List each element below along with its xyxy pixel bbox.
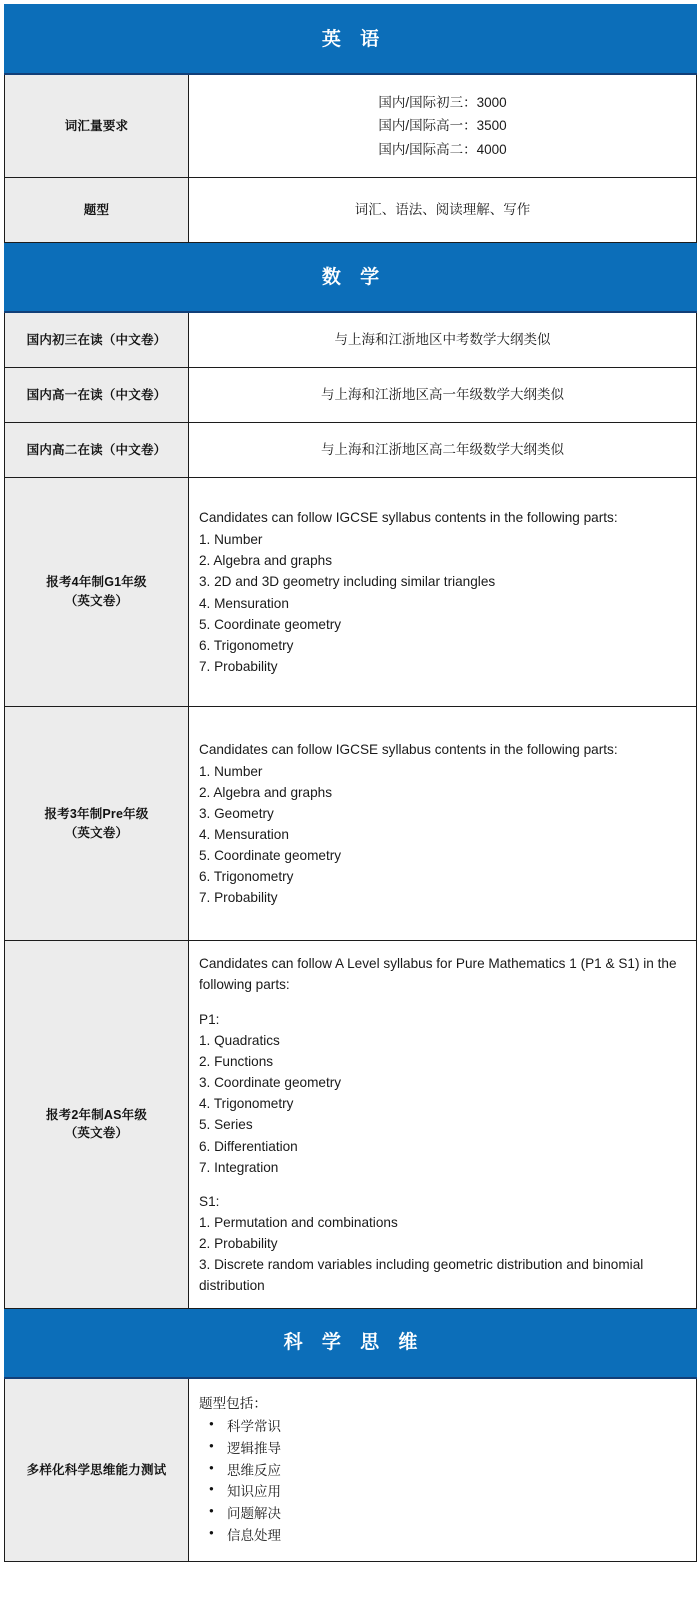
as-spacer-1 — [199, 996, 682, 1009]
g1-item-4: 4. Mensuration — [199, 595, 289, 611]
vocabulary-lines — [189, 83, 696, 170]
g1-syllabus-list — [189, 495, 696, 689]
as-lead: Candidates can follow A Level syllabus for Pure Mathematics 1 (P1 & S1) in the following parts: — [199, 956, 677, 993]
label-text: 国内高一在读（中文卷） — [26, 387, 167, 402]
label-text: 题型 — [83, 202, 110, 217]
row-label-vocabulary — [5, 74, 189, 178]
label-text: 多样化科学思维能力测试 — [26, 1462, 167, 1477]
pre-item-7: 7. Probability — [199, 890, 278, 906]
section-header-cell — [5, 1308, 697, 1378]
label-line-1: 报考3年制Pre年级 — [44, 806, 149, 821]
row-label-pre-en — [5, 707, 189, 941]
pre-item-3: 3. Geometry — [199, 805, 274, 821]
row-content-science-thinking-test — [189, 1378, 697, 1562]
pre-item-1: 1. Number — [199, 763, 263, 779]
g1-item-3: 3. 2D and 3D geometry including similar triangles — [199, 574, 496, 590]
list-item: ● 科学常识 — [225, 1416, 682, 1438]
row-label-g1-en — [5, 478, 189, 707]
row-label-grade11-cn — [5, 423, 189, 478]
pre-item-5: 5. Coordinate geometry — [199, 848, 342, 864]
row-content-pre-en — [189, 707, 697, 941]
table-row-science-thinking-test — [5, 1378, 697, 1562]
science-thinking-content — [189, 1381, 696, 1559]
pre-syllabus-list — [189, 727, 696, 921]
as-s1-heading: S1: — [199, 1193, 220, 1209]
as-p1-heading: P1: — [199, 1012, 220, 1028]
list-item: ● 逻辑推导 — [225, 1438, 682, 1460]
table-row-vocabulary — [5, 74, 697, 178]
as-p1-item-6: 6. Differentiation — [199, 1138, 298, 1154]
table-row-pre-en — [5, 707, 697, 941]
syllabus-table — [4, 4, 697, 1562]
as-spacer-2 — [199, 1178, 682, 1191]
section-header-cell — [5, 243, 697, 313]
label-text — [5, 1102, 188, 1148]
content-line: 与上海和江浙地区高二年级数学大纲类似 — [321, 442, 564, 458]
as-p1-item-4: 4. Trigonometry — [199, 1096, 294, 1112]
list-item: ● 信息处理 — [225, 1525, 682, 1547]
label-text: 国内高二在读（中文卷） — [26, 442, 167, 457]
content-line: 与上海和江浙地区高一年级数学大纲类似 — [321, 387, 564, 403]
as-s1-item-1: 1. Permutation and combinations — [199, 1214, 398, 1230]
pre-item-6: 6. Trigonometry — [199, 869, 294, 885]
g1-lead: Candidates can follow IGCSE syllabus contents in the following parts: — [199, 510, 618, 526]
pre-lead: Candidates can follow IGCSE syllabus contents in the following parts: — [199, 741, 618, 757]
section-header-science-thinking — [5, 1308, 697, 1378]
row-content-grade10-cn — [189, 368, 697, 423]
content-line: 与上海和江浙地区中考数学大纲类似 — [334, 332, 551, 348]
section-title-science-thinking: 科 学 思 维 — [283, 1332, 425, 1354]
section-header-english — [5, 5, 697, 75]
label-line-2: （英文卷） — [64, 594, 129, 608]
label-line-2: （英文卷） — [64, 1126, 129, 1141]
as-syllabus-list — [189, 941, 696, 1308]
as-p1-item-2: 2. Functions — [199, 1054, 274, 1070]
science-lead: 题型包括： — [199, 1395, 267, 1411]
row-label-question-types — [5, 178, 189, 243]
section-header-math — [5, 243, 697, 313]
label-text: 词汇量要求 — [64, 118, 129, 133]
table-row-as-en — [5, 941, 697, 1309]
vocab-line-2: 国内/国际高一：3500 — [378, 118, 507, 134]
row-content-question-types — [189, 178, 697, 243]
as-p1-item-1: 1. Quadratics — [199, 1033, 280, 1049]
question-types-line: 词汇、语法、阅读理解、写作 — [354, 202, 531, 218]
table-row-question-types-english — [5, 178, 697, 243]
row-label-science-thinking-test — [5, 1378, 189, 1562]
as-p1-item-7: 7. Integration — [199, 1159, 279, 1175]
row-content-as-en — [189, 941, 697, 1309]
section-header-cell — [5, 5, 697, 75]
table-row-grade9-cn — [5, 312, 697, 368]
pre-item-2: 2. Algebra and graphs — [199, 784, 333, 800]
as-s1-item-3: 3. Discrete random variables including geometric distribution and binomial distribution — [199, 1256, 644, 1293]
table-row-grade10-cn — [5, 368, 697, 423]
label-text — [5, 569, 188, 615]
label-line-1: 报考2年制AS年级 — [45, 1107, 148, 1122]
label-text — [5, 801, 188, 847]
g1-item-5: 5. Coordinate geometry — [199, 616, 342, 632]
g1-item-6: 6. Trigonometry — [199, 637, 294, 653]
as-s1-item-2: 2. Probability — [199, 1235, 278, 1251]
section-title-english: 英 语 — [321, 28, 387, 50]
vocab-line-3: 国内/国际高二：4000 — [378, 141, 507, 157]
row-content-vocabulary — [189, 74, 697, 178]
table-row-g1-en — [5, 478, 697, 707]
row-label-grade9-cn — [5, 312, 189, 368]
row-content-g1-en — [189, 478, 697, 707]
science-bullet-list — [199, 1416, 682, 1547]
g1-item-2: 2. Algebra and graphs — [199, 553, 333, 569]
list-item: ● 问题解决 — [225, 1503, 682, 1525]
as-p1-item-5: 5. Series — [199, 1117, 253, 1133]
pre-item-4: 4. Mensuration — [199, 827, 289, 842]
as-p1-item-3: 3. Coordinate geometry — [199, 1075, 342, 1091]
label-line-1: 报考4年制G1年级 — [46, 575, 147, 590]
section-title-math: 数 学 — [321, 266, 387, 288]
vocab-line-1: 国内/国际初三：3000 — [378, 94, 507, 110]
row-content-grade11-cn — [189, 423, 697, 478]
list-item: ● 知识应用 — [225, 1481, 682, 1503]
row-label-as-en — [5, 941, 189, 1309]
table-row-grade11-cn — [5, 423, 697, 478]
g1-item-7: 7. Probability — [199, 658, 278, 674]
row-label-grade10-cn — [5, 368, 189, 423]
label-text: 国内初三在读（中文卷） — [26, 332, 167, 347]
row-content-grade9-cn — [189, 312, 697, 368]
label-line-2: （英文卷） — [64, 825, 129, 840]
list-item: ● 思维反应 — [225, 1460, 682, 1482]
g1-item-1: 1. Number — [199, 532, 263, 548]
